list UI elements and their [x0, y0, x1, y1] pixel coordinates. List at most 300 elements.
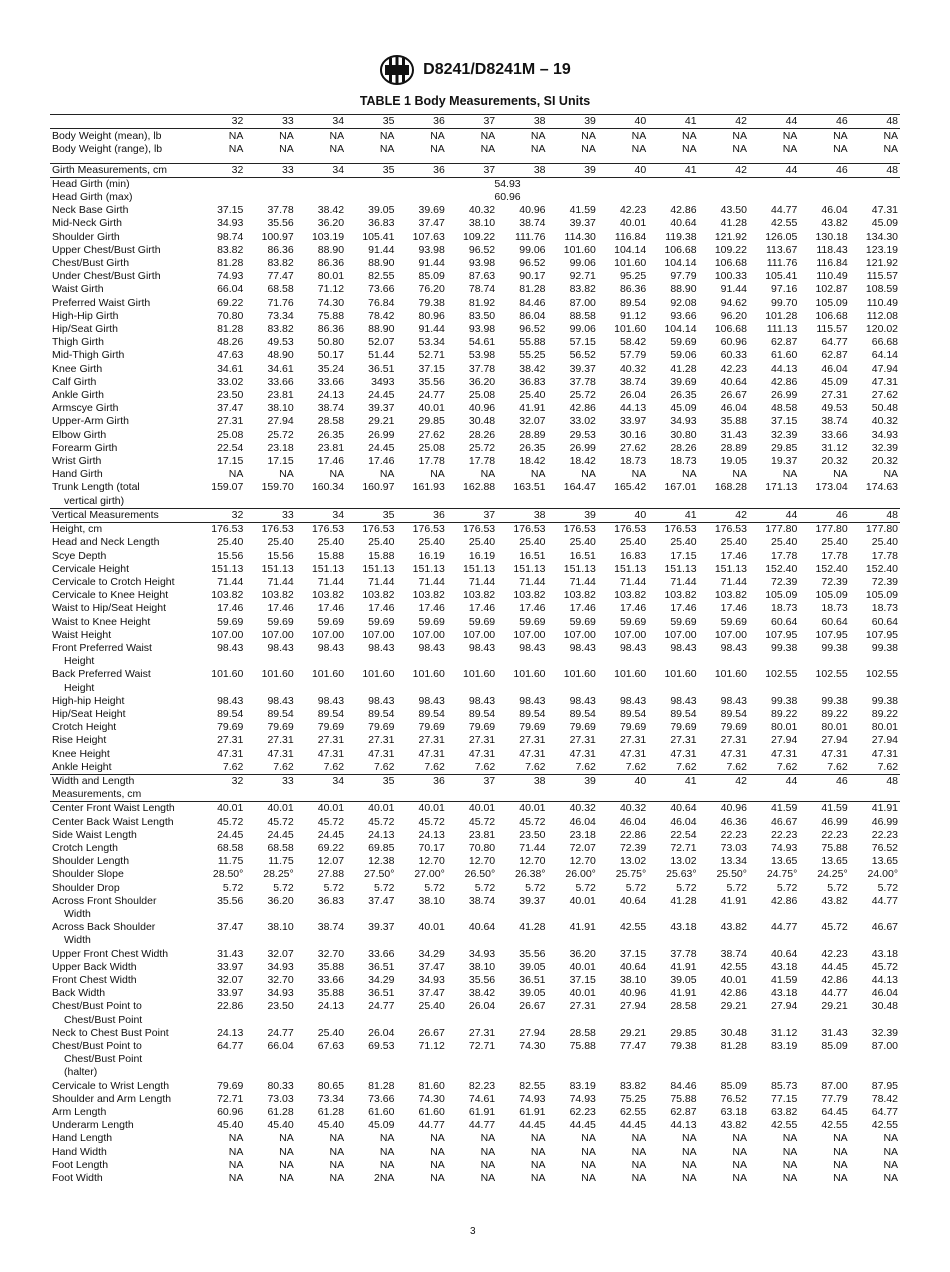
- cell: 84.46: [519, 296, 546, 309]
- blank-cell: [50, 115, 195, 128]
- cell: 24.77: [368, 1000, 395, 1013]
- size-header: 39: [584, 115, 596, 127]
- cell: 165.42: [614, 481, 647, 494]
- cell: 37.15: [418, 362, 445, 375]
- cell: 68.58: [217, 841, 244, 854]
- cell: NA: [430, 1132, 445, 1145]
- cell: 103.82: [714, 589, 747, 602]
- cell: NA: [581, 468, 596, 481]
- row-label: [50, 143, 195, 156]
- girth-row: [50, 363, 900, 376]
- cell: 17.78: [468, 455, 496, 468]
- cell: 59.69: [368, 615, 395, 628]
- cell: 24.77: [267, 1026, 294, 1039]
- cell: 126.05: [765, 230, 798, 243]
- cell: 5.72: [374, 881, 395, 894]
- cell: 107.00: [362, 628, 395, 641]
- cell: 47.31: [519, 747, 546, 760]
- cell: 101.60: [563, 668, 596, 681]
- cell: 107.00: [412, 628, 445, 641]
- row-label-text: Front Preferred Waist: [52, 641, 152, 654]
- cell: 41.91: [670, 960, 697, 973]
- row-label: [50, 576, 195, 589]
- size-header: 35: [382, 163, 395, 176]
- cell: 98.43: [468, 694, 496, 707]
- cell: 88.90: [368, 323, 395, 336]
- row-label-continuation: Height: [64, 681, 95, 694]
- cell: 91.44: [368, 243, 395, 256]
- girth-row: [50, 389, 900, 402]
- cell: 114.30: [564, 230, 596, 243]
- cell: 46.04: [619, 815, 647, 828]
- cell: 76.52: [871, 841, 899, 854]
- cell: 98.43: [317, 641, 345, 654]
- cell: 39.05: [519, 987, 546, 1000]
- cell: 38.10: [418, 894, 445, 907]
- row-label-text: Shoulder Slope: [52, 868, 124, 881]
- row-label-text: Neck Base Girth: [52, 204, 129, 217]
- cell: 25.72: [569, 389, 596, 402]
- cell: 27.00°: [414, 868, 445, 881]
- row-label-text: Waist Girth: [52, 283, 104, 296]
- cell: 40.64: [720, 375, 747, 388]
- cell: 41.91: [670, 987, 697, 1000]
- cell: 116.84: [816, 257, 848, 270]
- cell: 73.66: [368, 283, 395, 296]
- cell: 33.97: [619, 415, 647, 428]
- cell: NA: [530, 143, 546, 156]
- vertical-row: [50, 734, 900, 747]
- cell: 101.60: [412, 668, 445, 681]
- size-header: 41: [684, 508, 697, 521]
- cell: 24.00°: [867, 868, 899, 881]
- cell: NA: [480, 468, 496, 481]
- cell: 121.92: [865, 257, 899, 270]
- cell: 18.73: [821, 602, 848, 615]
- cell: 27.31: [619, 734, 647, 747]
- cell: 45.09: [871, 217, 899, 230]
- cell: 12.70: [519, 855, 546, 868]
- cell: 38.42: [519, 362, 546, 375]
- cell: 113.67: [765, 243, 798, 256]
- size-header: 46: [835, 508, 848, 521]
- cell: 27.94: [619, 1000, 647, 1013]
- cell: 5.72: [323, 881, 345, 894]
- width-length-row: [50, 1159, 900, 1172]
- cell: 63.82: [771, 1106, 798, 1119]
- cell: 151.13: [362, 562, 395, 575]
- cell: 24.13: [317, 389, 345, 402]
- cell: 81.28: [368, 1079, 395, 1092]
- cell: 44.45: [519, 1119, 546, 1132]
- cell: 12.70: [418, 855, 445, 868]
- cell: 59.69: [720, 615, 747, 628]
- size-header: 32: [231, 508, 244, 521]
- cell: 44.45: [821, 960, 848, 973]
- cell: 98.43: [569, 641, 596, 654]
- cell: 85.09: [821, 1040, 848, 1053]
- cell: 17.46: [368, 455, 395, 468]
- cell: 17.46: [670, 602, 697, 615]
- cell: 18.73: [771, 602, 798, 615]
- cell: 74.93: [771, 841, 798, 854]
- cell: 87.63: [468, 270, 496, 283]
- cell: 93.98: [468, 257, 496, 270]
- cell: 25.72: [267, 428, 294, 441]
- width-length-row: [50, 1119, 900, 1132]
- cell: 24.45: [368, 441, 395, 454]
- astm-logo-icon: [379, 54, 415, 86]
- cell: 177.80: [815, 523, 848, 536]
- cell: 47.31: [871, 747, 899, 760]
- cell: 74.93: [519, 1092, 546, 1105]
- cell: 39.69: [418, 204, 445, 217]
- cell: 28.58: [670, 1000, 697, 1013]
- row-label: [50, 283, 195, 296]
- cell: 34.93: [267, 987, 294, 1000]
- cell: 24.13: [317, 1000, 345, 1013]
- cell: NA: [279, 1132, 294, 1145]
- cell: 47.31: [670, 747, 697, 760]
- row-label-text: Waist to Hip/Seat Height: [52, 602, 166, 615]
- cell: 104.14: [664, 323, 697, 336]
- cell: 176.53: [614, 523, 647, 536]
- cell: 45.72: [519, 815, 546, 828]
- girth-row: [50, 297, 900, 310]
- size-header: 48: [886, 163, 899, 176]
- cell: NA: [782, 130, 798, 143]
- cell: 91.12: [619, 309, 647, 322]
- cell: NA: [279, 1158, 294, 1171]
- size-header: 46: [835, 163, 848, 176]
- size-header: 41: [684, 774, 697, 787]
- cell: 80.65: [317, 1079, 345, 1092]
- cell: 47.31: [217, 747, 244, 760]
- cell: 41.28: [720, 217, 747, 230]
- cell: 37.15: [619, 947, 647, 960]
- cell: 27.31: [821, 389, 848, 402]
- cell: 79.69: [317, 721, 345, 734]
- cell: 29.21: [368, 415, 395, 428]
- cell: NA: [530, 1145, 546, 1158]
- cell: 71.44: [569, 575, 596, 588]
- cell: 41.28: [670, 362, 697, 375]
- cell: 47.31: [368, 747, 395, 760]
- cell: 101.60: [463, 668, 496, 681]
- cell: NA: [833, 143, 848, 156]
- cell: 75.88: [670, 1092, 697, 1105]
- cell: 105.09: [815, 296, 848, 309]
- cell: 37.47: [217, 402, 244, 415]
- cell: 89.54: [368, 707, 395, 720]
- cell: 79.69: [217, 721, 244, 734]
- row-label-text: Scye Depth: [52, 549, 107, 562]
- cell: NA: [228, 468, 244, 481]
- row-label: [50, 1106, 195, 1119]
- cell: 177.80: [865, 523, 899, 536]
- cell: 46.67: [871, 921, 899, 934]
- cell: 89.22: [821, 707, 848, 720]
- cell: 23.81: [468, 828, 496, 841]
- row-label-text: Head and Neck Length: [52, 536, 160, 549]
- cell: 81.28: [720, 1040, 747, 1053]
- cell: 33.97: [217, 987, 244, 1000]
- cell: 27.31: [569, 1000, 596, 1013]
- cell: 16.19: [418, 549, 445, 562]
- cell: 12.07: [317, 855, 345, 868]
- row-label: [50, 1040, 195, 1080]
- cell: 17.46: [368, 602, 395, 615]
- cell: 98.43: [418, 694, 445, 707]
- cell: 107.00: [664, 628, 697, 641]
- cell: 60.96: [720, 336, 747, 349]
- cell: 44.77: [418, 1119, 445, 1132]
- cell: 40.32: [619, 802, 647, 815]
- cell: 59.69: [519, 615, 546, 628]
- row-label: [50, 1146, 195, 1159]
- size-header: 44: [785, 508, 798, 521]
- cell: NA: [530, 1172, 546, 1185]
- cell: 105.41: [765, 270, 798, 283]
- cell: 151.13: [211, 562, 244, 575]
- cell: 104.14: [614, 243, 647, 256]
- cell: 44.77: [821, 987, 848, 1000]
- row-label-text: Upper Back Width: [52, 960, 137, 973]
- cell: 24.45: [267, 828, 294, 841]
- row-label-text: Shoulder Drop: [52, 881, 120, 894]
- cell: 88.90: [317, 243, 345, 256]
- vertical-row: [50, 550, 900, 563]
- cell: 160.97: [362, 481, 395, 494]
- row-label-text: Hand Girth: [52, 468, 103, 481]
- size-header: 46: [835, 774, 848, 787]
- cell: NA: [782, 1172, 798, 1185]
- cell: 25.08: [418, 441, 445, 454]
- cell: 40.32: [569, 802, 596, 815]
- cell: 37.78: [569, 375, 596, 388]
- row-label-text: Cervicale to Wrist Length: [52, 1079, 170, 1092]
- cell: 107.95: [815, 628, 848, 641]
- cell: 176.53: [563, 523, 596, 536]
- cell: 57.15: [569, 336, 596, 349]
- cell: 34.93: [418, 974, 445, 986]
- cell: 46.99: [821, 815, 848, 828]
- cell: 23.50: [519, 828, 546, 841]
- cell: 37.78: [267, 204, 294, 217]
- cell: NA: [430, 468, 445, 481]
- row-label: [50, 509, 195, 522]
- cell: 98.43: [368, 694, 395, 707]
- cell: 25.40: [821, 536, 848, 549]
- cell: 22.54: [217, 441, 244, 454]
- cell: 36.20: [267, 894, 294, 907]
- cell: 70.17: [418, 841, 445, 854]
- cell: 44.45: [619, 1119, 647, 1132]
- row-label-text: Center Front Waist Length: [52, 802, 175, 815]
- row-label: [50, 761, 195, 774]
- cell: NA: [682, 130, 697, 143]
- cell: 53.34: [418, 336, 445, 349]
- cell: 70.80: [468, 841, 496, 854]
- cell: 98.43: [267, 694, 294, 707]
- cell: 37.15: [217, 204, 244, 217]
- row-label-text: Wrist Girth: [52, 455, 102, 468]
- cell: 46.99: [871, 815, 899, 828]
- cell: 22.86: [217, 1000, 244, 1013]
- row-label: [50, 1027, 195, 1040]
- size-header: 38: [533, 774, 546, 787]
- cell: 174.63: [865, 481, 899, 494]
- cell: 38.74: [519, 217, 546, 230]
- vertical-row: [50, 761, 900, 774]
- cell: 46.04: [670, 815, 697, 828]
- cell: 34.61: [217, 362, 244, 375]
- cell: 80.33: [267, 1079, 294, 1092]
- cell: 86.36: [619, 283, 647, 296]
- size-header: 33: [282, 508, 294, 521]
- cell: 55.88: [519, 336, 546, 349]
- cell: NA: [833, 1132, 848, 1145]
- cell: 98.43: [368, 641, 395, 654]
- cell: 26.99: [368, 428, 395, 441]
- row-label: [50, 816, 195, 829]
- cell: 27.31: [317, 734, 345, 747]
- cell: 74.30: [317, 296, 345, 309]
- row-label-text: Arm Length: [52, 1106, 107, 1119]
- cell: 16.19: [468, 549, 496, 562]
- cell: 24.13: [368, 828, 395, 841]
- cell: 93.66: [670, 309, 697, 322]
- size-header: 38: [533, 508, 546, 521]
- cell: 16.51: [569, 549, 596, 562]
- cell: 42.86: [720, 987, 747, 1000]
- cell: 83.82: [267, 323, 294, 336]
- row-label: [50, 721, 195, 734]
- cell: 101.60: [614, 257, 647, 270]
- cell: 64.77: [821, 336, 848, 349]
- cell: NA: [379, 468, 395, 481]
- row-label: [50, 1000, 195, 1026]
- cell: NA: [279, 1145, 294, 1158]
- cell: 80.96: [418, 309, 445, 322]
- cell: 98.43: [217, 641, 244, 654]
- cell: 61.28: [267, 1106, 294, 1119]
- cell: 13.34: [720, 855, 747, 868]
- cell: NA: [732, 143, 747, 156]
- cell: 34.93: [871, 428, 899, 441]
- cell: 23.18: [267, 441, 294, 454]
- cell: 176.53: [714, 523, 747, 536]
- cell: 40.96: [519, 204, 546, 217]
- cell: 38.74: [468, 894, 496, 907]
- cell: 97.79: [670, 270, 697, 283]
- cell: 23.81: [317, 441, 345, 454]
- cell: 103.82: [311, 589, 345, 602]
- cell: 79.69: [418, 721, 445, 734]
- vertical-row: [50, 695, 900, 708]
- cell: 34.29: [418, 947, 445, 960]
- row-label-text: Body Weight (mean), lb: [52, 130, 162, 143]
- cell: NA: [581, 143, 596, 156]
- girth-row: [50, 217, 900, 230]
- row-label: [50, 164, 195, 177]
- girth-row: [50, 257, 900, 270]
- cell: NA: [379, 1158, 395, 1171]
- cell: 73.34: [317, 1092, 345, 1105]
- cell: 25.75°: [615, 868, 647, 881]
- cell: 61.60: [418, 1106, 445, 1119]
- row-label: [50, 442, 195, 455]
- cell: 99.06: [519, 243, 546, 256]
- cell: 88.90: [368, 257, 395, 270]
- cell: 45.09: [821, 375, 848, 388]
- cell: 73.03: [720, 841, 747, 854]
- cell: 27.88: [317, 868, 345, 881]
- cell: 29.85: [771, 441, 798, 454]
- cell: 17.15: [267, 455, 294, 468]
- size-header: 44: [785, 774, 798, 787]
- girth-row: [50, 349, 900, 362]
- cell: 34.93: [670, 415, 697, 428]
- cell: 176.53: [362, 523, 395, 536]
- cell: 89.54: [619, 296, 647, 309]
- size-header: 34: [332, 508, 345, 521]
- row-label: [50, 323, 195, 336]
- cell: 17.46: [569, 602, 596, 615]
- cell: 17.46: [317, 602, 345, 615]
- cell: 60.64: [771, 615, 798, 628]
- cell: 89.22: [871, 707, 899, 720]
- cell: 48.90: [267, 349, 294, 362]
- row-label-text: Front Chest Width: [52, 974, 137, 986]
- cell: 39.05: [670, 974, 697, 986]
- cell: 79.38: [418, 296, 445, 309]
- cell: 44.13: [670, 1119, 697, 1132]
- girth-row: [50, 376, 900, 389]
- cell: 73.03: [267, 1092, 294, 1105]
- cell: 71.44: [368, 575, 395, 588]
- cell: 59.69: [670, 336, 697, 349]
- cell: 82.55: [519, 1079, 546, 1092]
- row-label: [50, 376, 195, 389]
- row-label-text: Across Back Shoulder: [52, 921, 156, 934]
- cell: 73.34: [267, 309, 294, 322]
- cell: 17.46: [720, 549, 747, 562]
- row-label: [50, 402, 195, 415]
- row-label-text: Armscye Girth: [52, 402, 119, 415]
- cell: 43.82: [720, 1119, 747, 1132]
- girth-row: [50, 323, 900, 336]
- cell: NA: [279, 468, 294, 481]
- cell: 102.55: [765, 668, 798, 681]
- cell: 26.67: [519, 1000, 546, 1013]
- cell: 42.23: [720, 362, 747, 375]
- cell: 45.40: [317, 1119, 345, 1132]
- width-length-row: [50, 802, 900, 815]
- cell: 104.14: [664, 257, 697, 270]
- cell: 103.82: [362, 589, 395, 602]
- section-title-continuation: Measurements, cm: [52, 788, 142, 801]
- cell: 17.46: [418, 602, 445, 615]
- cell: 31.12: [821, 441, 848, 454]
- cell: 76.20: [418, 283, 445, 296]
- cell: 35.24: [317, 362, 345, 375]
- cell: 37.78: [670, 947, 697, 960]
- size-header: 42: [735, 774, 747, 787]
- cell: 61.28: [317, 1106, 345, 1119]
- cell: 69.53: [368, 1040, 395, 1053]
- cell: 99.06: [569, 323, 596, 336]
